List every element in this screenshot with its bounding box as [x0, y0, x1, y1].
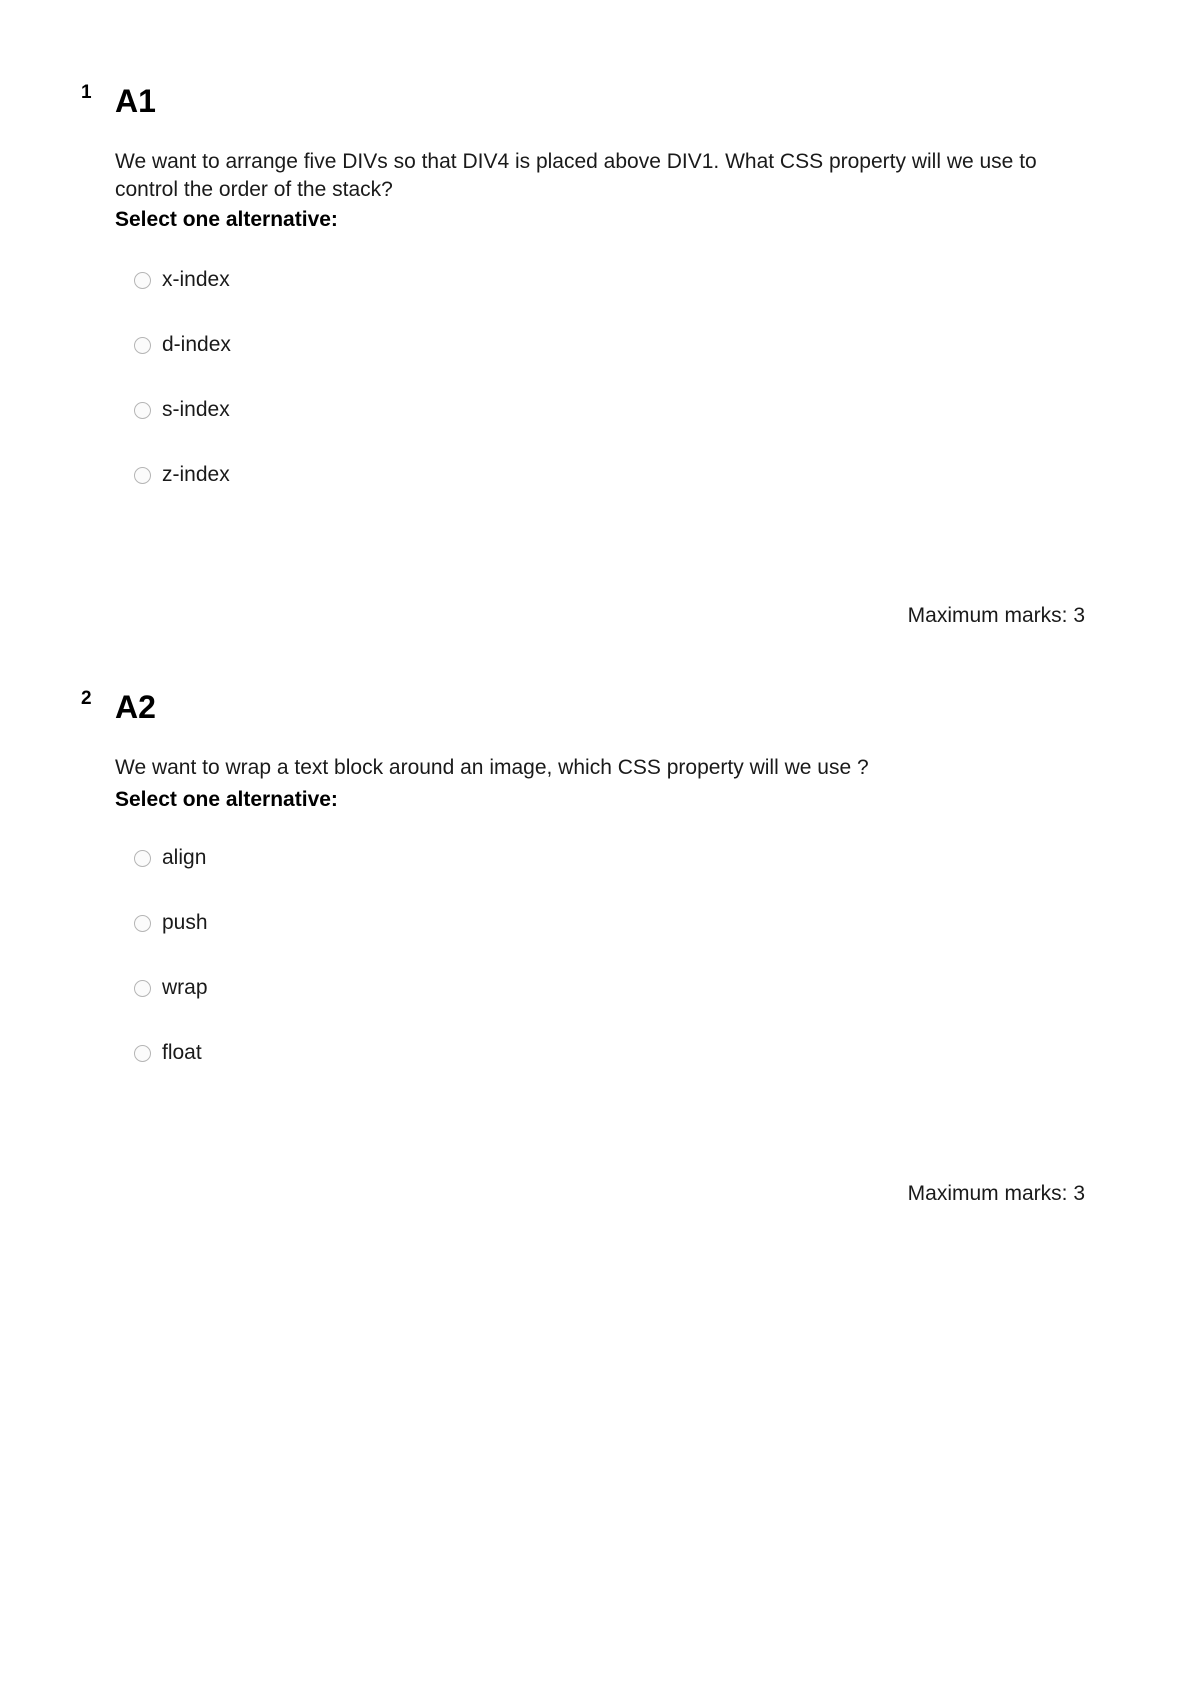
option-align[interactable] [134, 844, 206, 872]
radio-button[interactable] [134, 1045, 151, 1062]
radio-button[interactable] [134, 915, 151, 932]
question-number: 2 [81, 688, 92, 709]
option-float[interactable] [134, 1039, 202, 1067]
option-label: z-index [162, 463, 230, 486]
option-d-index[interactable] [134, 331, 231, 359]
question-instruction: Select one alternative: [115, 208, 338, 231]
radio-button[interactable] [134, 337, 151, 354]
radio-button[interactable] [134, 272, 151, 289]
option-label: wrap [162, 976, 208, 999]
radio-button[interactable] [134, 850, 151, 867]
question-number: 1 [81, 82, 92, 103]
maximum-marks: Maximum marks: 3 [907, 1182, 1085, 1205]
option-label: x-index [162, 268, 230, 291]
question-text: We want to wrap a text block around an image, which CSS property will we use ? [115, 756, 869, 779]
option-label: float [162, 1041, 202, 1064]
question-title: A1 [115, 83, 156, 119]
option-s-index[interactable] [134, 396, 230, 424]
question-title: A2 [115, 689, 156, 725]
option-label: d-index [162, 333, 231, 356]
maximum-marks: Maximum marks: 3 [907, 604, 1085, 627]
radio-button[interactable] [134, 980, 151, 997]
question-text: We want to arrange five DIVs so that DIV4 is placed above DIV1. What CSS property will we use to control the order of the stack? [115, 150, 1037, 201]
radio-button[interactable] [134, 402, 151, 419]
question-instruction: Select one alternative: [115, 788, 338, 811]
option-label: push [162, 911, 208, 934]
option-wrap[interactable] [134, 974, 208, 1002]
option-x-index[interactable] [134, 266, 230, 294]
option-label: align [162, 846, 207, 869]
radio-button[interactable] [134, 467, 151, 484]
option-label: s-index [162, 398, 230, 421]
option-z-index[interactable] [134, 461, 230, 489]
option-push[interactable] [134, 909, 208, 937]
